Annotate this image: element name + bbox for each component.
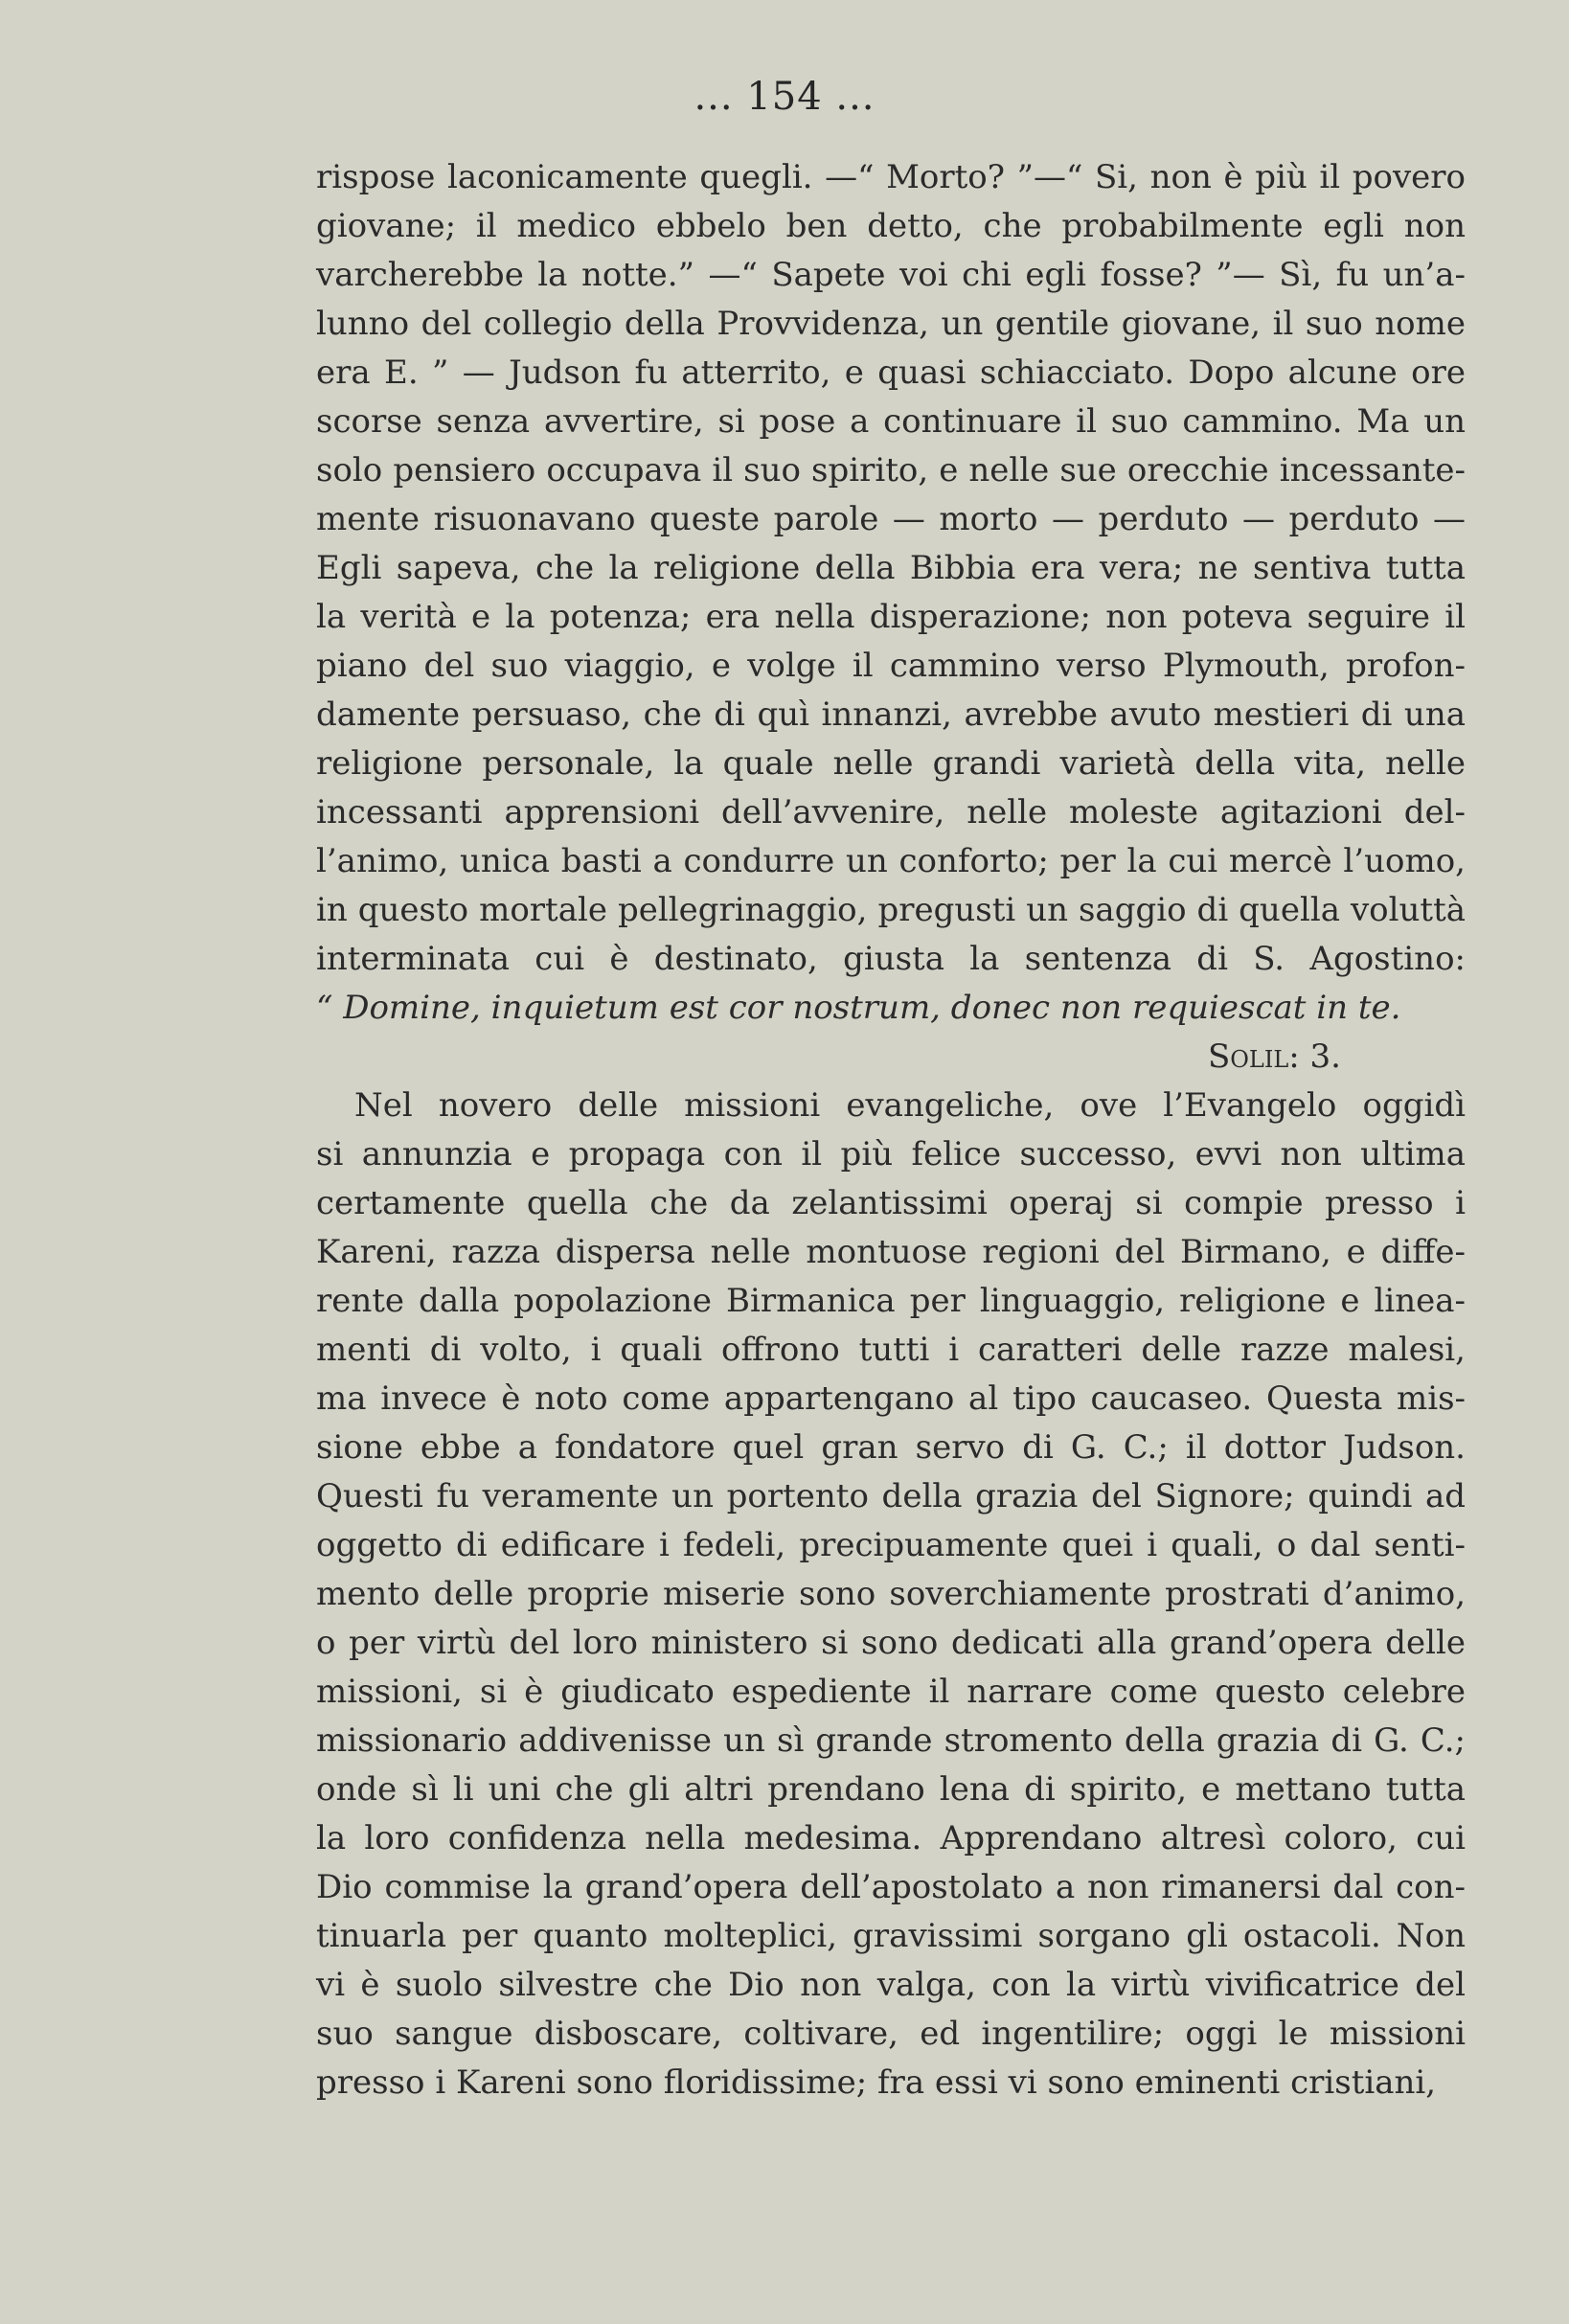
text-line: rente dalla popolazione Birmanica per linguaggio, religione e linea- (316, 1282, 1466, 1320)
text-line: giovane; il medico ebbelo ben detto, che probabilmente egli non (316, 207, 1466, 245)
paragraph-2 (316, 1082, 1466, 2108)
text-line: Egli sapeva, che la religione della Bibbia era vera; ne sentiva tutta (316, 549, 1466, 587)
text-line: ma invece è noto come appartengano al tipo caucaseo. Questa mis- (316, 1379, 1466, 1418)
text-line: mento delle proprie miserie sono soverchiamente prostrati d’animo, (316, 1575, 1466, 1613)
text-line: interminata cui è destinato, giusta la sentenza di S. Agostino: (316, 940, 1466, 978)
text-line: incessanti apprensioni dell’avvenire, nelle moleste agitazioni del- (316, 793, 1466, 832)
text-line: scorse senza avvertire, si pose a continuare il suo cammino. Ma un (316, 402, 1466, 441)
text-line: suo sangue disboscare, coltivare, ed ingentilire; oggi le missioni (316, 2015, 1466, 2053)
text-line: si annunzia e propaga con il più felice successo, evvi non ultima (316, 1135, 1466, 1173)
text-line: in questo mortale pellegrinaggio, pregusti un saggio di quella voluttà (316, 891, 1466, 929)
text-line: l’animo, unica basti a condurre un conforto; per la cui mercè l’uomo, (316, 842, 1466, 880)
text-line: missionario addivenisse un sì grande stromento della grazia di G. C.; (316, 1721, 1466, 1760)
text-line: varcherebbe la notte.” —“ Sapete voi chi egli fosse? ”— Sì, fu un’a- (316, 256, 1466, 294)
page-number: ... 154 ... (694, 75, 875, 119)
text-line: la loro confidenza nella medesima. Apprendano altresì coloro, cui (316, 1819, 1466, 1857)
text-line: mente risuonavano queste parole — morto — perduto — perduto — (316, 500, 1466, 538)
text-line: vi è suolo silvestre che Dio non valga, con la virtù vivificatrice del (316, 1966, 1466, 2004)
text-line: Nel novero delle missioni evangeliche, ove l’Evangelo oggidì (354, 1086, 1466, 1125)
text-line: solo pensiero occupava il suo spirito, e nelle sue orecchie incessante- (316, 451, 1466, 490)
text-line: o per virtù del loro ministero si sono dedicati alla grand’opera delle (316, 1624, 1466, 1662)
text-line: lunno del collegio della Provvidenza, un gentile giovane, il suo nome (316, 305, 1466, 343)
text-line: oggetto di edificare i fedeli, precipuamente quei i quali, o dal senti- (316, 1526, 1466, 1564)
text-line: presso i Kareni sono floridissime; fra essi vi sono eminenti cristiani, (316, 2063, 1437, 2102)
text-line: Dio commise la grand’opera dell’apostolato a non rimanersi dal con- (316, 1868, 1466, 1906)
text-line: Questi fu veramente un portento della grazia del Signore; quindi ad (316, 1477, 1466, 1515)
text-line: la verità e la potenza; era nella disperazione; non poteva seguire il (316, 598, 1466, 636)
text-line: piano del suo viaggio, e volge il cammino verso Plymouth, profon- (316, 647, 1466, 685)
text-line: religione personale, la quale nelle grandi varietà della vita, nelle (316, 744, 1466, 783)
text-line: onde sì li uni che gli altri prendano lena di spirito, e mettano tutta (316, 1770, 1466, 1809)
text-line: menti di volto, i quali offrono tutti i caratteri delle razze malesi, (316, 1331, 1466, 1369)
text-line: damente persuaso, che di quì innanzi, avrebbe avuto mestieri di una (316, 695, 1466, 734)
body-text (316, 153, 1466, 2108)
text-line: certamente quella che da zelantissimi operaj si compie presso i (316, 1184, 1466, 1222)
text-line: sione ebbe a fondatore quel gran servo di G. C.; il dottor Judson. (316, 1428, 1466, 1467)
text-line: era E. ” — Judson fu atterrito, e quasi schiacciato. Dopo alcune ore (316, 353, 1466, 392)
text-line: Kareni, razza dispersa nelle montuose regioni del Birmano, e diffe- (316, 1233, 1466, 1271)
text-line: rispose laconicamente quegli. —“ Morto? ”—“ Si, non è più il povero (316, 158, 1466, 196)
quote-reference: Solil: 3. (1207, 1037, 1341, 1076)
paragraph-1 (316, 153, 1466, 1082)
text-line: missioni, si è giudicato espediente il narrare come questo celebre (316, 1673, 1466, 1711)
latin-quote: “ Domine, inquietum est cor nostrum, donec non requiescat in te. (316, 989, 1401, 1027)
text-line: tinuarla per quanto molteplici, gravissimi sorgano gli ostacoli. Non (316, 1917, 1466, 1955)
